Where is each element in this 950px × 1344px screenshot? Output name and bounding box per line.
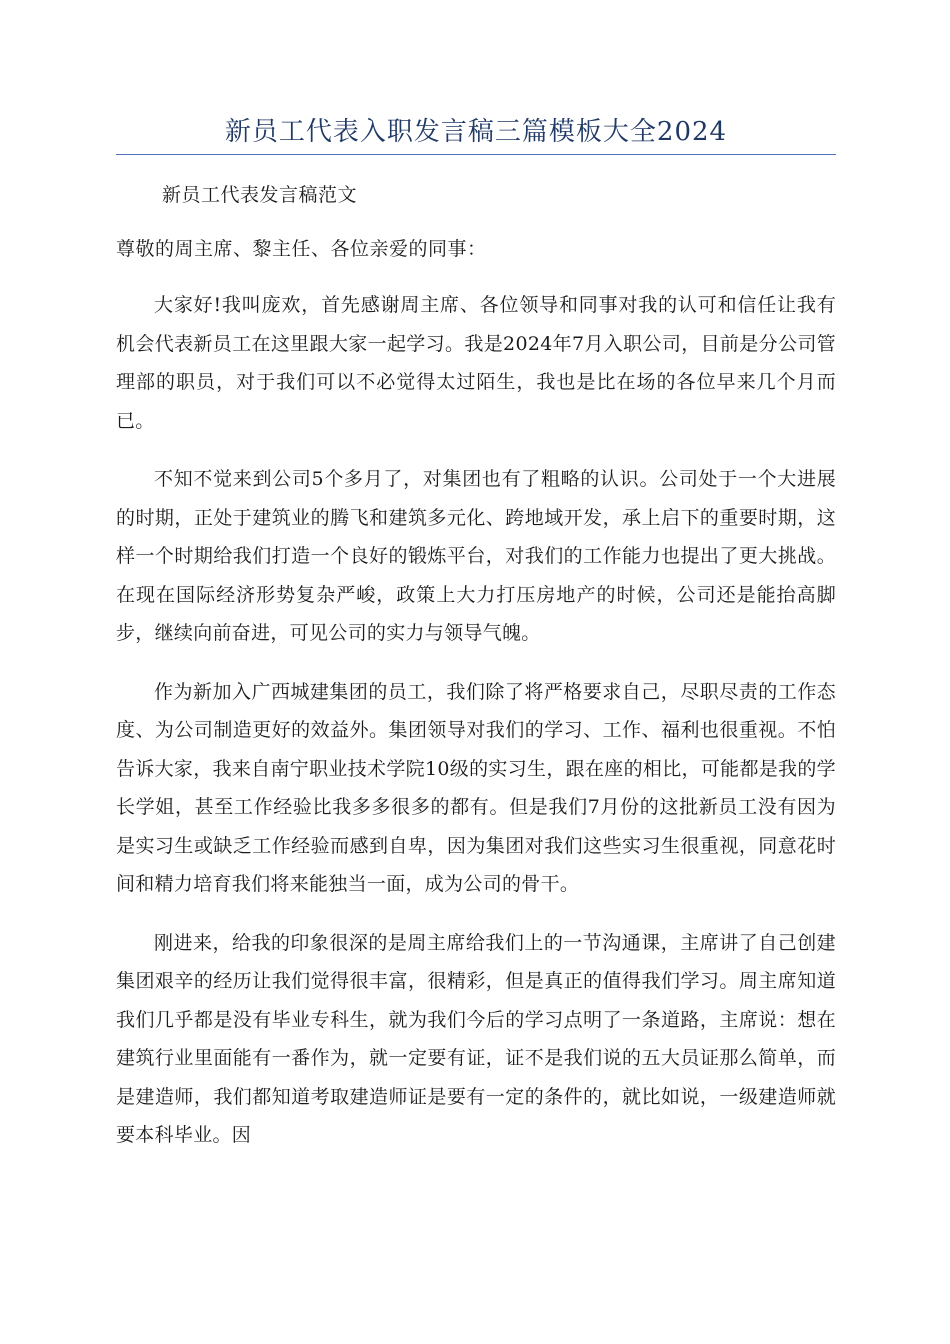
- salutation: 尊敬的周主席、黎主任、各位亲爱的同事：: [116, 238, 487, 260]
- paragraph-3: 作为新加入广西城建集团的员工，我们除了将严格要求自己，尽职尽责的工作态度、为公司制造更好的效益外。集团领导对我们的学习、工作、福利也很重视。不怕告诉大家，我来自南宁职业技术学院10级的实习生，跟在座的相比，可能都是我的学长学姐，甚至工作经验比我多多很多的都有。但是我们7月份的这批新员工没有因为是实习生或缺乏工作经验而感到自卑，因为集团对我们这些实习生很重视，同意花时间和精力培育我们将来能独当一面，成为公司的骨干。: [116, 680, 836, 895]
- document-subtitle: 新员工代表发言稿范文: [162, 184, 358, 206]
- paragraph-4: 刚进来，给我的印象很深的是周主席给我们上的一节沟通课，主席讲了自己创建集团艰辛的经历让我们觉得很丰富，很精彩，但是真正的值得我们学习。周主席知道我们几乎都是没有毕业专科生，就为我们今后的学习点明了一条道路，主席说：想在建筑行业里面能有一番作为，就一定要有证，证不是我们说的五大员证那么简单，而是建造师，我们都知道考取建造师证是要有一定的条件的，就比如说，一级建造师就要本科毕业。因: [116, 931, 836, 1146]
- document-title: 新员工代表入职发言稿三篇模板大全2024: [224, 117, 728, 147]
- body-text: [116, 286, 836, 1175]
- title-underline: [116, 154, 836, 155]
- paragraph-2: 不知不觉来到公司5个多月了，对集团也有了粗略的认识。公司处于一个大进展的时期，正处于建筑业的腾飞和建筑多元化、跨地域开发，承上启下的重要时期，这样一个时期给我们打造一个良好的锻炼平台，对我们的工作能力也提出了更大挑战。在现在国际经济形势复杂严峻，政策上大力打压房地产的时候，公司还是能抬高脚步，继续向前奋进，可见公司的实力与领导气魄。: [116, 468, 836, 644]
- paragraph-1: 大家好!我叫庞欢，首先感谢周主席、各位领导和同事对我的认可和信任让我有机会代表新员工在这里跟大家一起学习。我是2024年7月入职公司，目前是分公司管理部的职员，对于我们可以不必觉得太过陌生，我也是比在场的各位早来几个月而已。: [116, 294, 836, 432]
